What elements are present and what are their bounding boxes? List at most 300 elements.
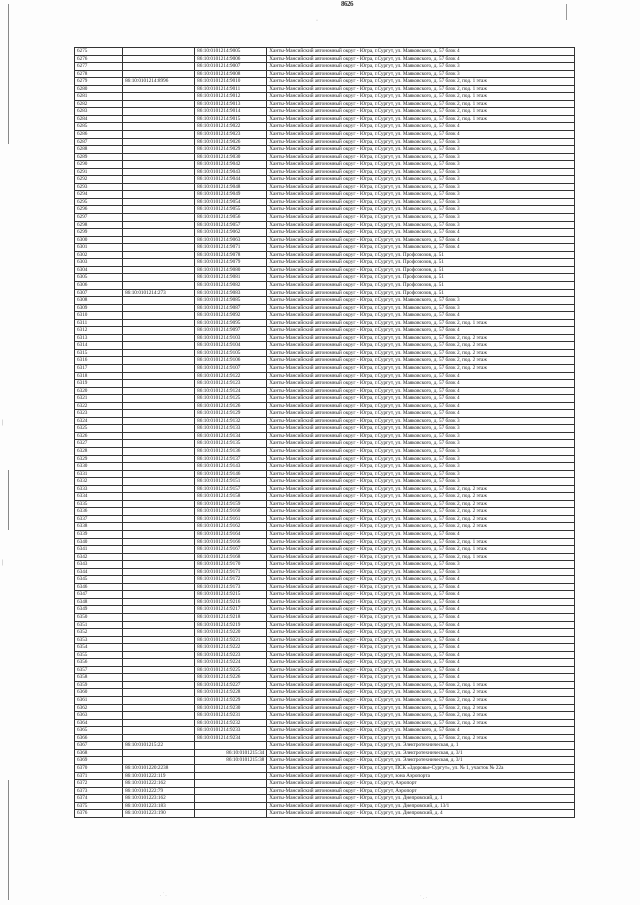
row-number-cell: 6335: [75, 500, 123, 508]
object-cadastral-cell: 86:10:0101214:9157: [195, 485, 267, 493]
object-cadastral-cell: 86:10:0101214:9216: [195, 598, 267, 606]
row-number-cell: 6367: [75, 742, 123, 750]
table-row: [75, 795, 575, 803]
address-cell: Ханты-Мансийский автономный округ - Югра, г.Сургут, ул. Маяковского, д. 57 блок 3: [267, 432, 575, 440]
address-cell: Ханты-Мансийский автономный округ - Югра, г.Сургут, ул. Маяковского, д. 57 блок 3: [267, 463, 575, 471]
row-number-cell: 6353: [75, 636, 123, 644]
land-cadastral-cell: [123, 757, 195, 765]
row-number-cell: 6339: [75, 531, 123, 539]
land-cadastral-cell: [123, 546, 195, 554]
row-number-cell: 6297: [75, 214, 123, 222]
table-row: [75, 689, 575, 697]
object-cadastral-cell: 86:10:0101214:9161: [195, 515, 267, 523]
address-cell: Ханты-Мансийский автономный округ - Югра, г.Сургут, ул. Маяковского, д. 57 блок 4: [267, 55, 575, 63]
address-cell: Ханты-Мансийский автономный округ - Югра, г.Сургут, Аэропорт: [267, 780, 575, 788]
address-cell: Ханты-Мансийский автономный округ - Югра, г.Сургут, Аэропорт: [267, 787, 575, 795]
row-number-cell: 6364: [75, 719, 123, 727]
binding-margin: [36, 46, 52, 878]
table-row: [75, 259, 575, 267]
land-cadastral-cell: [123, 131, 195, 139]
row-number-cell: 6306: [75, 281, 123, 289]
land-cadastral-cell: [123, 508, 195, 516]
land-cadastral-cell: [123, 704, 195, 712]
object-cadastral-cell: 86:10:0101214:9062: [195, 229, 267, 237]
row-number-cell: 6318: [75, 372, 123, 380]
address-cell: Ханты-Мансийский автономный округ - Югра, г.Сургут, ул. Маяковского, д. 57 блок 4: [267, 614, 575, 622]
row-number-cell: 6327: [75, 440, 123, 448]
table-row: [75, 168, 575, 176]
object-cadastral-cell: 86:10:0101214:9124: [195, 387, 267, 395]
address-cell: Ханты-Мансийский автономный округ - Югра, г.Сургут, ул. Маяковского, д. 57 блок 4: [267, 372, 575, 380]
address-cell: Ханты-Мансийский автономный округ - Югра, г.Сургут, ул. Электротехническая, д. 3/1: [267, 749, 575, 757]
object-cadastral-cell: 86:10:0101214:9225: [195, 666, 267, 674]
row-number-cell: 6301: [75, 244, 123, 252]
row-number-cell: 6329: [75, 455, 123, 463]
table-row: [75, 598, 575, 606]
object-cadastral-cell: 86:10:0101214:9133: [195, 425, 267, 433]
page-number-mark: 8626: [341, 0, 353, 8]
row-number-cell: 6372: [75, 780, 123, 788]
object-cadastral-cell: 86:10:0101214:9063: [195, 236, 267, 244]
table-row: [75, 244, 575, 252]
address-cell: Ханты-Мансийский автономный округ - Югра, г.Сургут, ул. Маяковского, д. 57 блок 2, под. 1 этаж: [267, 85, 575, 93]
land-cadastral-cell: [123, 651, 195, 659]
land-cadastral-cell: 86:10:0101223:190: [123, 810, 195, 818]
row-number-cell: 6324: [75, 417, 123, 425]
object-cadastral-cell: 86:10:0101214:9092: [195, 312, 267, 320]
land-cadastral-cell: [123, 236, 195, 244]
object-cadastral-cell: 86:10:0101214:9135: [195, 440, 267, 448]
land-cadastral-cell: [123, 63, 195, 71]
object-cadastral-cell: 86:10:0101214:9234: [195, 734, 267, 742]
address-cell: Ханты-Мансийский автономный округ - Югра, г.Сургут, ул. Маяковского, д. 57 блок 2, под. 2 этаж: [267, 697, 575, 705]
address-cell: Ханты-Мансийский автономный округ - Югра, г.Сургут, ул. Маяковского, д. 57 блок 3: [267, 63, 575, 71]
table-row: [75, 666, 575, 674]
table-row: [75, 636, 575, 644]
row-number-cell: 6328: [75, 447, 123, 455]
object-cadastral-cell: [195, 787, 267, 795]
land-cadastral-cell: [123, 432, 195, 440]
land-cadastral-cell: 86:10:0101222:119: [123, 772, 195, 780]
address-cell: Ханты-Мансийский автономный округ - Югра, г.Сургут, ул. Маяковского, д. 57 блок 2, под. 2 этаж: [267, 342, 575, 350]
table-row: [75, 319, 575, 327]
address-cell: Ханты-Мансийский автономный округ - Югра, г.Сургут, ул. Маяковского, д. 57 блок 2, под. 1 этаж: [267, 538, 575, 546]
address-cell: Ханты-Мансийский автономный округ - Югра, г.Сургут, ул. Маяковского, д. 57 блок 2, под. 2 этаж: [267, 357, 575, 365]
address-cell: Ханты-Мансийский автономный округ - Югра, г.Сургут, ул. Маяковского, д. 57 блок 4: [267, 591, 575, 599]
row-number-cell: 6349: [75, 606, 123, 614]
address-cell: Ханты-Мансийский автономный округ - Югра, г.Сургут, ул. Маяковского, д. 57 блок 3: [267, 470, 575, 478]
table-row: [75, 161, 575, 169]
object-cadastral-cell: 86:10:0101214:9078: [195, 251, 267, 259]
table-row: [75, 681, 575, 689]
object-cadastral-cell: 86:10:0101214:9123: [195, 380, 267, 388]
row-number-cell: 6285: [75, 123, 123, 131]
table-row: [75, 334, 575, 342]
address-cell: Ханты-Мансийский автономный округ - Югра, г.Сургут, ул. Маяковского, д. 57 блок 3: [267, 70, 575, 78]
row-number-cell: 6366: [75, 734, 123, 742]
object-cadastral-cell: 86:10:0101214:9097: [195, 327, 267, 335]
land-cadastral-cell: [123, 176, 195, 184]
table-row: [75, 764, 575, 772]
land-cadastral-cell: [123, 108, 195, 116]
registry-table-body: [75, 48, 575, 818]
table-row: [75, 281, 575, 289]
scan-artifact-dot: ·: [316, 18, 318, 24]
object-cadastral-cell: 86:10:0101214:9087: [195, 304, 267, 312]
row-number-cell: 6315: [75, 349, 123, 357]
object-cadastral-cell: 86:10:0101214:9160: [195, 508, 267, 516]
object-cadastral-cell: 86:10:0101214:9057: [195, 221, 267, 229]
row-number-cell: 6288: [75, 146, 123, 154]
land-cadastral-cell: [123, 319, 195, 327]
row-number-cell: 6338: [75, 523, 123, 531]
address-cell: Ханты-Мансийский автономный округ - Югра, г.Сургут, ул. Маяковского, д. 57 блок 3: [267, 183, 575, 191]
land-cadastral-cell: [123, 447, 195, 455]
row-number-cell: 6279: [75, 78, 123, 86]
address-cell: Ханты-Мансийский автономный округ - Югра, г.Сургут, ул. Маяковского, д. 57 блок 4: [267, 229, 575, 237]
land-cadastral-cell: [123, 598, 195, 606]
address-cell: Ханты-Мансийский автономный округ - Югра, г.Сургут, ул. Маяковского, д. 57 блок 2, под. 1 этаж: [267, 553, 575, 561]
table-row: [75, 485, 575, 493]
table-row: [75, 583, 575, 591]
address-cell: Ханты-Мансийский автономный округ - Югра, г.Сургут, ул. Маяковского, д. 57 блок 3: [267, 455, 575, 463]
row-number-cell: 6360: [75, 689, 123, 697]
object-cadastral-cell: 86:10:0101214:9227: [195, 681, 267, 689]
land-cadastral-cell: [123, 515, 195, 523]
address-cell: Ханты-Мансийский автономный округ - Югра, г.Сургут, ул. Днепровский, д. 4: [267, 810, 575, 818]
table-row: [75, 387, 575, 395]
address-cell: Ханты-Мансийский автономный округ - Югра, г.Сургут, ул. Маяковского, д. 57 блок 2, под. 1 этаж: [267, 100, 575, 108]
row-number-cell: 6284: [75, 115, 123, 123]
table-row: [75, 236, 575, 244]
address-cell: Ханты-Мансийский автономный округ - Югра, г.Сургут, ул. Маяковского, д. 57 блок 2, под. 1 этаж: [267, 93, 575, 101]
row-number-cell: 6336: [75, 508, 123, 516]
row-number-cell: 6311: [75, 319, 123, 327]
table-row: [75, 432, 575, 440]
object-cadastral-cell: [195, 810, 267, 818]
address-cell: Ханты-Мансийский автономный округ - Югра, г.Сургут, ул. Электротехническая, д. 3/1: [267, 757, 575, 765]
address-cell: Ханты-Мансийский автономный округ - Югра, г.Сургут, ул. Маяковского, д. 57 блок 3: [267, 214, 575, 222]
object-cadastral-cell: 86:10:0101214:9134: [195, 432, 267, 440]
object-cadastral-cell: 86:10:0101214:9159: [195, 500, 267, 508]
address-cell: Ханты-Мансийский автономный округ - Югра, г.Сургут, ул. Маяковского, д. 57 блок 3: [267, 168, 575, 176]
row-number-cell: 6346: [75, 583, 123, 591]
land-cadastral-cell: [123, 357, 195, 365]
table-row: [75, 395, 575, 403]
object-cadastral-cell: 86:10:0101214:9226: [195, 674, 267, 682]
table-row: [75, 349, 575, 357]
table-row: [75, 312, 575, 320]
object-cadastral-cell: 86:10:0101214:9010: [195, 78, 267, 86]
land-cadastral-cell: [123, 372, 195, 380]
table-row: [75, 614, 575, 622]
row-number-cell: 6342: [75, 553, 123, 561]
row-number-cell: 6278: [75, 70, 123, 78]
address-cell: Ханты-Мансийский автономный округ - Югра, г.Сургут, ул. Маяковского, д. 57 блок 3: [267, 447, 575, 455]
row-number-cell: 6343: [75, 561, 123, 569]
address-cell: Ханты-Мансийский автономный округ - Югра, г.Сургут, ул. Маяковского, д. 57 блок 4: [267, 606, 575, 614]
row-number-cell: 6350: [75, 614, 123, 622]
object-cadastral-cell: 86:10:0101214:9042: [195, 161, 267, 169]
land-cadastral-cell: [123, 138, 195, 146]
address-cell: Ханты-Мансийский автономный округ - Югра, г.Сургут, ул. Маяковского, д. 57 блок 3: [267, 425, 575, 433]
table-row: [75, 810, 575, 818]
row-number-cell: 6313: [75, 334, 123, 342]
table-row: [75, 214, 575, 222]
land-cadastral-cell: [123, 402, 195, 410]
table-row: [75, 659, 575, 667]
table-row: [75, 85, 575, 93]
table-row: [75, 274, 575, 282]
object-cadastral-cell: 86:10:0101214:9005: [195, 48, 267, 56]
table-row: [75, 742, 575, 750]
land-cadastral-cell: [123, 161, 195, 169]
object-cadastral-cell: 86:10:0101214:9008: [195, 70, 267, 78]
table-row: [75, 55, 575, 63]
address-cell: Ханты-Мансийский автономный округ - Югра, г.Сургут, ул. Маяковского, д. 57 блок 4: [267, 629, 575, 637]
object-cadastral-cell: 86:10:0101214:9129: [195, 410, 267, 418]
object-cadastral-cell: 86:10:0101214:9162: [195, 523, 267, 531]
table-row: [75, 289, 575, 297]
address-cell: Ханты-Мансийский автономный округ - Югра, г.Сургут, ул. Маяковского, д. 57 блок 4: [267, 644, 575, 652]
table-row: [75, 606, 575, 614]
object-cadastral-cell: 86:10:0101214:9095: [195, 319, 267, 327]
table-row: [75, 719, 575, 727]
land-cadastral-cell: [123, 206, 195, 214]
row-number-cell: 6369: [75, 757, 123, 765]
land-cadastral-cell: [123, 55, 195, 63]
table-row: [75, 478, 575, 486]
address-cell: Ханты-Мансийский автономный округ - Югра, г.Сургут, ул. Маяковского, д. 57 блок 4: [267, 387, 575, 395]
object-cadastral-cell: 86:10:0101214:9167: [195, 546, 267, 554]
object-cadastral-cell: 86:10:0101214:9136: [195, 447, 267, 455]
object-cadastral-cell: 86:10:0101214:9083: [195, 289, 267, 297]
land-cadastral-cell: [123, 312, 195, 320]
address-cell: Ханты-Мансийский автономный округ - Югра, г.Сургут, ул. Маяковского, д. 57 блок 2, под. 1 этаж: [267, 681, 575, 689]
table-row: [75, 651, 575, 659]
land-cadastral-cell: [123, 463, 195, 471]
table-row: [75, 48, 575, 56]
row-number-cell: 6365: [75, 727, 123, 735]
scan-artifact-speck: . ˙ .: [160, 893, 167, 898]
scan-edge-line: [8, 780, 9, 900]
row-number-cell: 6340: [75, 538, 123, 546]
land-cadastral-cell: [123, 153, 195, 161]
address-cell: Ханты-Мансийский автономный округ - Югра, г.Сургут, ул. Маяковского, д. 57 блок 2, под. 2 этаж: [267, 523, 575, 531]
row-number-cell: 6337: [75, 515, 123, 523]
object-cadastral-cell: 86:10:0101214:9166: [195, 538, 267, 546]
address-cell: Ханты-Мансийский автономный округ - Югра, г.Сургут, ул. Маяковского, д. 57 блок 4: [267, 402, 575, 410]
row-number-cell: 6300: [75, 236, 123, 244]
table-row: [75, 508, 575, 516]
land-cadastral-cell: [123, 697, 195, 705]
address-cell: Ханты-Мансийский автономный округ - Югра, г.Сургут, ул. Маяковского, д. 57 блок 2, под. 2 этаж: [267, 493, 575, 501]
address-cell: Ханты-Мансийский автономный округ - Югра, г.Сургут, ул. Маяковского, д. 57 блок 4: [267, 395, 575, 403]
object-cadastral-cell: 86:10:0101214:9015: [195, 115, 267, 123]
land-cadastral-cell: [123, 342, 195, 350]
table-row: [75, 153, 575, 161]
address-cell: Ханты-Мансийский автономный округ - Югра, г.Сургут, ул. Маяковского, д. 57 блок 3: [267, 138, 575, 146]
land-cadastral-cell: [123, 183, 195, 191]
object-cadastral-cell: 86:10:0101214:9219: [195, 621, 267, 629]
object-cadastral-cell: 86:10:0101214:9011: [195, 85, 267, 93]
object-cadastral-cell: 86:10:0101214:9022: [195, 123, 267, 131]
object-cadastral-cell: 86:10:0101214:9106: [195, 357, 267, 365]
land-cadastral-cell: [123, 614, 195, 622]
object-cadastral-cell: 86:10:0101215:38: [195, 757, 267, 765]
object-cadastral-cell: 86:10:0101214:9030: [195, 153, 267, 161]
row-number-cell: 6283: [75, 108, 123, 116]
land-cadastral-cell: [123, 93, 195, 101]
address-cell: Ханты-Мансийский автономный округ - Югра, г.Сургут, ул. Маяковского, д. 57 блок 4: [267, 123, 575, 131]
land-cadastral-cell: 86:10:0101222:162: [123, 780, 195, 788]
object-cadastral-cell: 86:10:0101214:9104: [195, 342, 267, 350]
row-number-cell: 6289: [75, 153, 123, 161]
row-number-cell: 6352: [75, 629, 123, 637]
address-cell: Ханты-Мансийский автономный округ - Югра, г.Сургут, ул. Маяковского, д. 57 блок 2, под. 1 этаж: [267, 115, 575, 123]
address-cell: Ханты-Мансийский автономный округ - Югра, г.Сургут, ул. Маяковского, д. 57 блок 2, под. 1 этаж: [267, 546, 575, 554]
table-row: [75, 123, 575, 131]
object-cadastral-cell: 86:10:0101214:9023: [195, 131, 267, 139]
land-cadastral-cell: [123, 478, 195, 486]
table-row: [75, 176, 575, 184]
object-cadastral-cell: 86:10:0101214:9125: [195, 395, 267, 403]
row-number-cell: 6326: [75, 432, 123, 440]
object-cadastral-cell: 86:10:0101214:9012: [195, 93, 267, 101]
land-cadastral-cell: [123, 198, 195, 206]
table-row: [75, 364, 575, 372]
table-row: [75, 380, 575, 388]
object-cadastral-cell: 86:10:0101214:9081: [195, 274, 267, 282]
row-number-cell: 6348: [75, 598, 123, 606]
row-number-cell: 6373: [75, 787, 123, 795]
address-cell: Ханты-Мансийский автономный округ - Югра, г.Сургут, ул. Маяковского, д. 57 блок 4: [267, 380, 575, 388]
object-cadastral-cell: 86:10:0101214:9230: [195, 704, 267, 712]
row-number-cell: 6276: [75, 55, 123, 63]
address-cell: Ханты-Мансийский автономный округ - Югра, г.Сургут, ПСК «Здоровье-Сургут», ул. № 1, участок № 22а: [267, 764, 575, 772]
table-row: [75, 470, 575, 478]
land-cadastral-cell: [123, 734, 195, 742]
scan-edge-line: [8, 4, 9, 144]
row-number-cell: 6341: [75, 546, 123, 554]
address-cell: Ханты-Мансийский автономный округ - Югра, г.Сургут, ул. Профсоюзов, д. 51: [267, 259, 575, 267]
address-cell: Ханты-Мансийский автономный округ - Югра, г.Сургут, ул. Профсоюзов, д. 51: [267, 251, 575, 259]
address-cell: Ханты-Мансийский автономный округ - Югра, г.Сургут, ул. Маяковского, д. 57 блок 2, под. 2 этаж: [267, 364, 575, 372]
table-row: [75, 410, 575, 418]
address-cell: Ханты-Мансийский автономный округ - Югра, г.Сургут, ул. Профсоюзов, д. 51: [267, 281, 575, 289]
table-row: [75, 297, 575, 305]
row-number-cell: 6292: [75, 176, 123, 184]
address-cell: Ханты-Мансийский автономный округ - Югра, г.Сургут, ул. Маяковского, д. 57 блок 4: [267, 727, 575, 735]
row-number-cell: 6374: [75, 795, 123, 803]
address-cell: Ханты-Мансийский автономный округ - Югра, г.Сургут, ул. Маяковского, д. 57 блок 2, под. 2 этаж: [267, 734, 575, 742]
address-cell: Ханты-Мансийский автономный округ - Югра, г.Сургут, ул. Маяковского, д. 57 блок 3: [267, 176, 575, 184]
row-number-cell: 6293: [75, 183, 123, 191]
row-number-cell: 6355: [75, 651, 123, 659]
table-row: [75, 206, 575, 214]
row-number-cell: 6298: [75, 221, 123, 229]
object-cadastral-cell: [195, 795, 267, 803]
address-cell: Ханты-Мансийский автономный округ - Югра, г.Сургут, ул. Маяковского, д. 57 блок 4: [267, 576, 575, 584]
table-row: [75, 198, 575, 206]
row-number-cell: 6312: [75, 327, 123, 335]
table-row: [75, 191, 575, 199]
land-cadastral-cell: 86:10:0101223:162: [123, 795, 195, 803]
object-cadastral-cell: 86:10:0101214:9232: [195, 719, 267, 727]
land-cadastral-cell: [123, 689, 195, 697]
address-cell: Ханты-Мансийский автономный округ - Югра, г.Сургут, ул. Маяковского, д. 57 блок 4: [267, 131, 575, 139]
land-cadastral-cell: [123, 281, 195, 289]
table-row: [75, 93, 575, 101]
land-cadastral-cell: [123, 70, 195, 78]
address-cell: Ханты-Мансийский автономный округ - Югра, г.Сургут, ул. Маяковского, д. 57 блок 3: [267, 146, 575, 154]
land-cadastral-cell: [123, 410, 195, 418]
table-row: [75, 780, 575, 788]
land-cadastral-cell: [123, 523, 195, 531]
address-cell: Ханты-Мансийский автономный округ - Югра, г.Сургут, ул. Маяковского, д. 57 блок 4: [267, 531, 575, 539]
row-number-cell: 6310: [75, 312, 123, 320]
land-cadastral-cell: [123, 395, 195, 403]
row-number-cell: 6323: [75, 410, 123, 418]
address-cell: Ханты-Мансийский автономный округ - Югра, г.Сургут, ул. Маяковского, д. 57 блок 3: [267, 304, 575, 312]
land-cadastral-cell: [123, 214, 195, 222]
object-cadastral-cell: 86:10:0101214:9055: [195, 206, 267, 214]
object-cadastral-cell: 86:10:0101214:9151: [195, 478, 267, 486]
row-number-cell: 6332: [75, 478, 123, 486]
address-cell: Ханты-Мансийский автономный округ - Югра, г.Сургут, ул. Маяковского, д. 57 блок 4: [267, 621, 575, 629]
address-cell: Ханты-Мансийский автономный округ - Югра, г.Сургут, ул. Маяковского, д. 57 блок 2, под. 2 этаж: [267, 349, 575, 357]
address-cell: Ханты-Мансийский автономный округ - Югра, г.Сургут, ул. Маяковского, д. 57 блок 3: [267, 221, 575, 229]
row-number-cell: 6363: [75, 712, 123, 720]
land-cadastral-cell: [123, 244, 195, 252]
row-number-cell: 6325: [75, 425, 123, 433]
object-cadastral-cell: 86:10:0101214:9223: [195, 651, 267, 659]
row-number-cell: 6307: [75, 289, 123, 297]
table-row: [75, 447, 575, 455]
row-number-cell: 6294: [75, 191, 123, 199]
land-cadastral-cell: 86:10:0101214:8996: [123, 78, 195, 86]
land-cadastral-cell: [123, 538, 195, 546]
table-row: [75, 425, 575, 433]
land-cadastral-cell: [123, 349, 195, 357]
land-cadastral-cell: [123, 327, 195, 335]
object-cadastral-cell: 86:10:0101214:9029: [195, 146, 267, 154]
address-cell: Ханты-Мансийский автономный округ - Югра, г.Сургут, ул. Маяковского, д. 57 блок 3: [267, 161, 575, 169]
land-cadastral-cell: [123, 274, 195, 282]
address-cell: Ханты-Мансийский автономный округ - Югра, г.Сургут, ул. Маяковского, д. 57 блок 3: [267, 478, 575, 486]
object-cadastral-cell: [195, 764, 267, 772]
address-cell: Ханты-Мансийский автономный округ - Югра, г.Сургут, ул. Маяковского, д. 57 блок 3: [267, 568, 575, 576]
row-number-cell: 6322: [75, 402, 123, 410]
table-row: [75, 712, 575, 720]
table-row: [75, 621, 575, 629]
table-row: [75, 70, 575, 78]
land-cadastral-cell: [123, 749, 195, 757]
land-cadastral-cell: [123, 168, 195, 176]
row-number-cell: 6354: [75, 644, 123, 652]
object-cadastral-cell: 86:10:0101214:9218: [195, 614, 267, 622]
land-cadastral-cell: [123, 259, 195, 267]
address-cell: Ханты-Мансийский автономный округ - Югра, г.Сургут, ул. Маяковского, д. 57 блок 2, под. 2 этаж: [267, 334, 575, 342]
land-cadastral-cell: [123, 229, 195, 237]
object-cadastral-cell: 86:10:0101214:9220: [195, 629, 267, 637]
object-cadastral-cell: 86:10:0101214:9007: [195, 63, 267, 71]
object-cadastral-cell: [195, 742, 267, 750]
table-row: [75, 266, 575, 274]
land-cadastral-cell: [123, 636, 195, 644]
table-row: [75, 440, 575, 448]
land-cadastral-cell: [123, 681, 195, 689]
